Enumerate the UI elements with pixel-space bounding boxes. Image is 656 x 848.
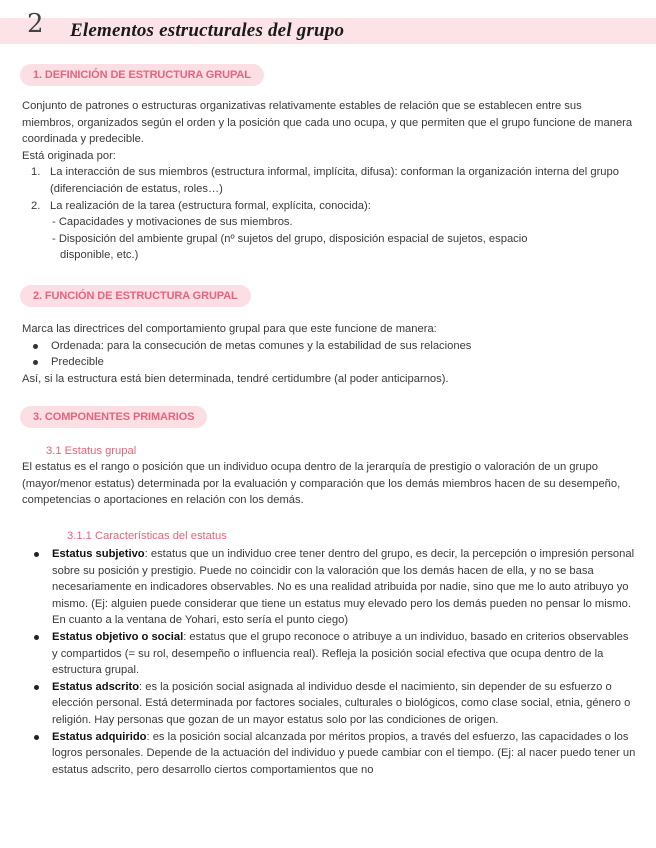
sub-item: - Capacidades y motivaciones de sus miembros. xyxy=(52,216,293,229)
status-definition: El estatus es el rango o posición que un individuo ocupa dentro de la jerarquía de prestigio o valoración de un grupo (mayor/menor estatus) determinada por la evaluación y comparación que los demás miembros hacen de su desempeño, competencias o aportaciones en relación con los demás. xyxy=(22,461,621,507)
function-intro: Marca las directrices del comportamiento grupal para que este funcione de manera: xyxy=(22,323,437,335)
bullet-icon xyxy=(33,344,38,349)
section-3-heading: 3. COMPONENTES PRIMARIOS xyxy=(20,406,207,428)
subsection-3-1-1-heading: 3.1.1 Características del estatus xyxy=(67,530,227,542)
list-item: Estatus adscrito: es la posición social asignada al individuo desde el nacimiento, sin depender de su esfuerzo o elección personal. Está determinada por factores sociales, culturales o biológicos, como clase social, etnia, género o religión. Hay personas que gozan de un mayor estatus solo por las condiciones de origen. xyxy=(22,679,636,729)
list-item: Estatus objetivo o social: estatus que el grupo reconoce o atribuye a un individuo, basado en criterios observables y compartidos (= su rol, desempeño o influencia real). Refleja la posición social efectiva que ocupa dentro de la estructura grupal. xyxy=(22,629,636,679)
list-item: Ordenada: para la consecución de metas comunes y la estabilidad de sus relaciones xyxy=(22,338,636,355)
list-item: 1. La interacción de sus miembros (estructura informal, implícita, difusa): conforman la organización interna del grupo (diferenciación de estatus, roles…) xyxy=(31,166,619,195)
bullet-icon xyxy=(34,552,39,557)
function-closing: Así, si la estructura está bien determinada, tendré certidumbre (al poder anticiparnos). xyxy=(22,372,449,385)
origin-list xyxy=(22,164,636,214)
function-list xyxy=(22,338,636,371)
section-1-heading: 1. DEFINICIÓN DE ESTRUCTURA GRUPAL xyxy=(20,64,264,86)
status-characteristics xyxy=(22,546,636,778)
section-1-body xyxy=(22,98,636,264)
bullet-icon xyxy=(34,635,39,640)
list-item: 2. La realización de la tarea (estructura formal, explícita, conocida): xyxy=(31,199,371,212)
bullet-icon xyxy=(33,360,38,365)
section-2-body xyxy=(22,321,636,387)
list-item: Estatus adquirido: es la posición social alcanzada por méritos propios, a través del esfuerzo, las capacidades o los logros personales. Depende de la actuación del individuo y puede cambiar con el tiempo. (Ej: al nacer puedo tener un estatus adscrito, pero desarrollo ciertos comportamientos que no xyxy=(22,729,636,779)
origin-line: Está originada por: xyxy=(22,149,116,162)
chapter-title: Elementos estructurales del grupo xyxy=(70,20,345,41)
definition-paragraph: Conjunto de patrones o estructuras organizativas relativamente estables de relación que se establecen entre sus miembros, organizados según el orden y la posición que cada uno ocupa, y que permiten que el grupo funcione de manera coordinada y predecible. xyxy=(22,100,633,146)
list-item: Predecible xyxy=(22,354,636,371)
chapter-number: 2 xyxy=(27,9,44,39)
sub-item-continuation: disponible, etc.) xyxy=(60,249,139,262)
bullet-icon xyxy=(34,685,39,690)
subsection-3-1-heading: 3.1 Estatus grupal xyxy=(46,445,137,457)
bullet-icon xyxy=(34,735,39,740)
sub-item: - Disposición del ambiente grupal (nº sujetos del grupo, disposición espacial de sujetos, espacio xyxy=(52,232,528,245)
section-2-heading: 2. FUNCIÓN DE ESTRUCTURA GRUPAL xyxy=(20,285,251,307)
characteristics-list xyxy=(22,546,636,778)
list-item: Estatus subjetivo: estatus que un individuo cree tener dentro del grupo, es decir, la percepción o impresión personal sobre su posición y prestigio. Puede no coincidir con la valoración que los demás hacen de ella, y no se basa necesariamente en indicadores observables. No es una realidad atribuida por nadie, sino que me lo auto atribuyo yo mismo. (Ej: alguien puede considerar que tiene un estatus muy elevado pero los demás pueden no pensar lo mismo. En cuanto a la ventana de Yohari, esto sería el punto ciego) xyxy=(22,546,636,629)
